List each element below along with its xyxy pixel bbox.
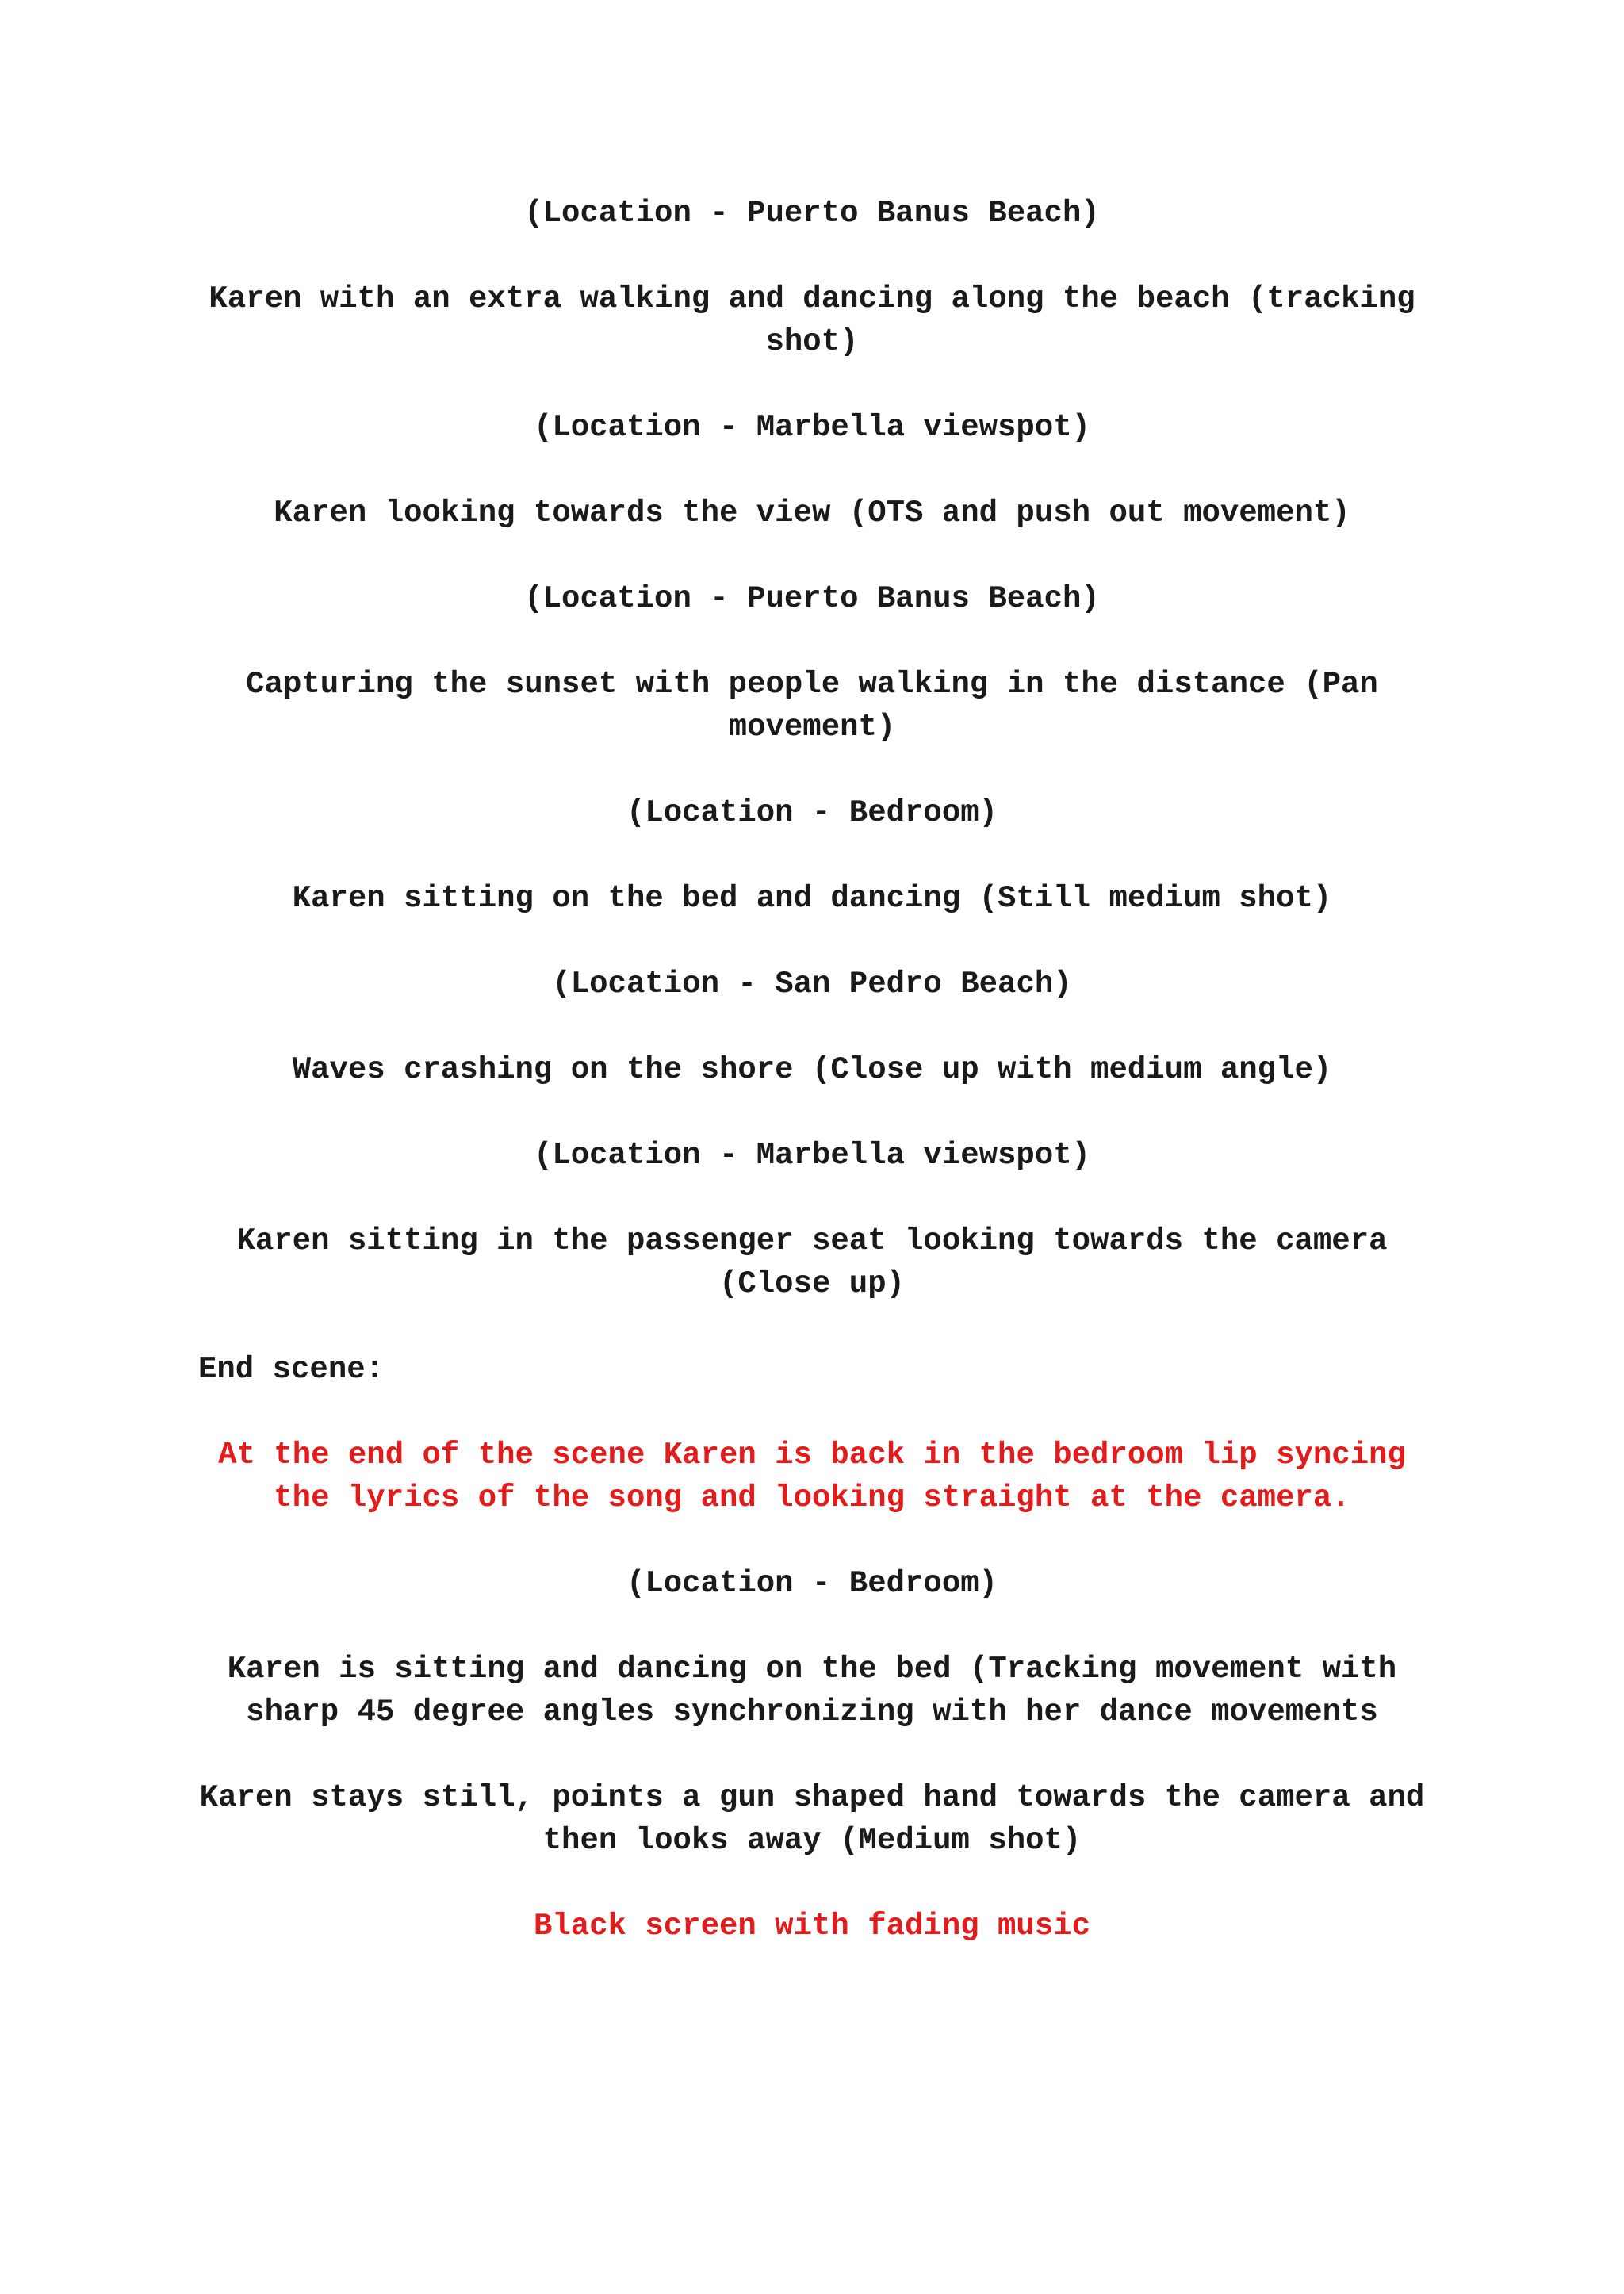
- location-bedroom-2: (Location - Bedroom): [626, 1566, 998, 1601]
- location-puerto-banus-1: (Location - Puerto Banus Beach): [524, 196, 1100, 231]
- shot-waves-crashing: Waves crashing on the shore (Close up with medium angle): [292, 1052, 1332, 1087]
- shot-passenger-seat: Karen sitting in the passenger seat looking towards the camera (Close up): [236, 1224, 1406, 1301]
- end-scene-description: At the end of the scene Karen is back in the bedroom lip syncing the lyrics of the song and looking straight at the camera.: [218, 1438, 1425, 1515]
- shot-walking-dancing-beach: Karen with an extra walking and dancing along the beach (tracking shot): [209, 281, 1434, 359]
- location-marbella-viewspot-2: (Location - Marbella viewspot): [533, 1138, 1091, 1173]
- shot-looking-towards-view: Karen looking towards the view (OTS and push out movement): [274, 496, 1350, 530]
- location-san-pedro-beach: (Location - San Pedro Beach): [552, 967, 1072, 1001]
- end-scene-heading: End scene:: [198, 1352, 385, 1387]
- shot-gun-shaped-hand: Karen stays still, points a gun shaped hand towards the camera and then looks away (Medium shot): [199, 1780, 1443, 1858]
- shot-tracking-dance: Karen is sitting and dancing on the bed (Tracking movement with sharp 45 degree angles synchronizing with her dance movements: [227, 1652, 1415, 1729]
- location-marbella-viewspot-1: (Location - Marbella viewspot): [533, 410, 1091, 445]
- closing-black-screen: Black screen with fading music: [533, 1909, 1091, 1944]
- location-puerto-banus-2: (Location - Puerto Banus Beach): [524, 581, 1100, 616]
- location-bedroom-1: (Location - Bedroom): [626, 795, 998, 830]
- shot-sitting-on-bed: Karen sitting on the bed and dancing (Still medium shot): [292, 881, 1332, 916]
- shot-capturing-sunset: Capturing the sunset with people walking in the distance (Pan movement): [246, 667, 1397, 745]
- script-body: [198, 192, 1443, 1990]
